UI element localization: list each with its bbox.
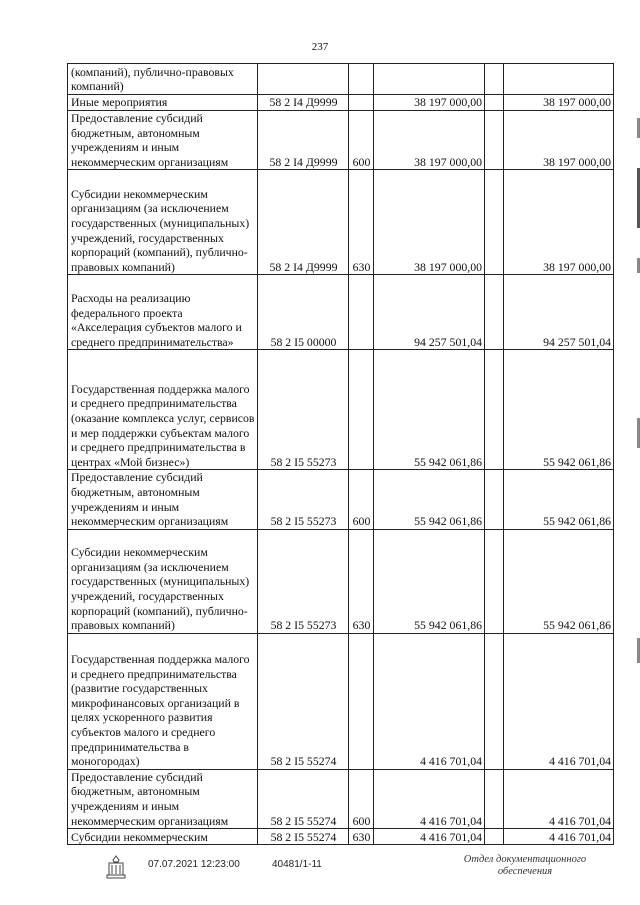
row-code: 58 2 I5 55274 [258, 829, 349, 845]
emblem-icon [105, 854, 127, 880]
row-code: 58 2 I5 55273 [258, 470, 349, 529]
row-vr: 630 [349, 829, 374, 845]
stamp-line-1: Отдел документационного [463, 854, 587, 865]
table-row [68, 769, 614, 828]
row-name: Расходы на реализацию федерального проекта «Акселерация субъектов малого и среднего предпринимательства» [68, 275, 258, 350]
table-row [68, 95, 614, 111]
row-empty-cell [485, 829, 504, 845]
table-row [68, 529, 614, 633]
row-vr [349, 275, 374, 350]
footer-document-number: 40481/1-11 [272, 859, 322, 870]
stamp-line-2: обеспечения [497, 866, 553, 877]
row-code: 58 2 I5 55274 [258, 633, 349, 769]
table-row [68, 64, 614, 95]
row-amount-1: 38 197 000,00 [374, 111, 485, 170]
row-amount-2: 94 257 501,04 [504, 275, 614, 350]
row-amount-2: 38 197 000,00 [504, 170, 614, 275]
table-row [68, 829, 614, 845]
row-name: Субсидии некоммерческим [68, 829, 258, 845]
row-empty-cell [485, 769, 504, 828]
row-amount-2: 4 416 701,04 [504, 769, 614, 828]
row-amount-2: 4 416 701,04 [504, 633, 614, 769]
row-vr [349, 64, 374, 95]
row-vr: 630 [349, 170, 374, 275]
row-code: 58 2 I4 Д9999 [258, 95, 349, 111]
department-stamp [450, 854, 600, 878]
row-amount-2: 55 942 061,86 [504, 529, 614, 633]
row-vr [349, 633, 374, 769]
row-name: Предоставление субсидий бюджетным, автономным учреждениям и иным некоммерческим организациям [68, 111, 258, 170]
row-empty-cell [485, 470, 504, 529]
row-empty-cell [485, 95, 504, 111]
row-code: 58 2 I5 55273 [258, 350, 349, 470]
row-code: 58 2 I5 00000 [258, 275, 349, 350]
row-name: Предоставление субсидий бюджетным, автономным учреждениям и иным некоммерческим организациям [68, 769, 258, 828]
row-code: 58 2 I4 Д9999 [258, 111, 349, 170]
row-amount-2: 55 942 061,86 [504, 470, 614, 529]
row-name: Иные мероприятия [68, 95, 258, 111]
budget-table [67, 63, 614, 845]
row-empty-cell [485, 529, 504, 633]
row-name: Государственная поддержка малого и среднего предпринимательства (оказание комплекса услуг, сервисов и мер поддержки субъектам малого и среднего предпринимательства в центрах «Мой бизнес») [68, 350, 258, 470]
row-empty-cell [485, 275, 504, 350]
row-amount-2 [504, 64, 614, 95]
row-vr: 630 [349, 529, 374, 633]
row-code: 58 2 I5 55273 [258, 529, 349, 633]
table-row [68, 275, 614, 350]
row-name: Субсидии некоммерческим организациям (за исключением государственных (муниципальных) учреждений, государственных корпораций (компаний), публично-правовых компаний) [68, 529, 258, 633]
row-vr [349, 350, 374, 470]
page-number: 237 [311, 41, 329, 53]
row-vr: 600 [349, 769, 374, 828]
row-amount-1: 38 197 000,00 [374, 95, 485, 111]
scan-edge-marks [636, 118, 640, 678]
row-code: 58 2 I5 55274 [258, 769, 349, 828]
row-amount-1 [374, 64, 485, 95]
row-amount-2: 38 197 000,00 [504, 111, 614, 170]
row-empty-cell [485, 64, 504, 95]
row-amount-1: 4 416 701,04 [374, 829, 485, 845]
row-amount-1: 55 942 061,86 [374, 529, 485, 633]
row-vr: 600 [349, 111, 374, 170]
row-empty-cell [485, 111, 504, 170]
row-vr [349, 95, 374, 111]
row-empty-cell [485, 633, 504, 769]
row-amount-1: 94 257 501,04 [374, 275, 485, 350]
row-name: Государственная поддержка малого и среднего предпринимательства (развитие государственных микрофинансовых организаций в целях ускоренного развития субъектов малого и среднего предпринимательства в моногородах) [68, 633, 258, 769]
row-empty-cell [485, 170, 504, 275]
row-empty-cell [485, 350, 504, 470]
table-row [68, 470, 614, 529]
row-code [258, 64, 349, 95]
row-amount-1: 4 416 701,04 [374, 769, 485, 828]
row-amount-1: 38 197 000,00 [374, 170, 485, 275]
row-name: (компаний), публично-правовых компаний) [68, 64, 258, 95]
row-amount-1: 55 942 061,86 [374, 470, 485, 529]
row-amount-2: 4 416 701,04 [504, 829, 614, 845]
row-name: Предоставление субсидий бюджетным, автономным учреждениям и иным некоммерческим организациям [68, 470, 258, 529]
row-name: Субсидии некоммерческим организациям (за исключением государственных (муниципальных) учреждений, государственных корпораций (компаний), публично-правовых компаний) [68, 170, 258, 275]
row-amount-2: 55 942 061,86 [504, 350, 614, 470]
row-amount-2: 38 197 000,00 [504, 95, 614, 111]
table-row [68, 633, 614, 769]
table-row [68, 170, 614, 275]
footer-date: 07.07.2021 12:23:00 [148, 859, 240, 870]
row-vr: 600 [349, 470, 374, 529]
table-row [68, 111, 614, 170]
row-amount-1: 55 942 061,86 [374, 350, 485, 470]
table-row [68, 350, 614, 470]
row-code: 58 2 I4 Д9999 [258, 170, 349, 275]
page-footer [0, 854, 640, 894]
row-amount-1: 4 416 701,04 [374, 633, 485, 769]
